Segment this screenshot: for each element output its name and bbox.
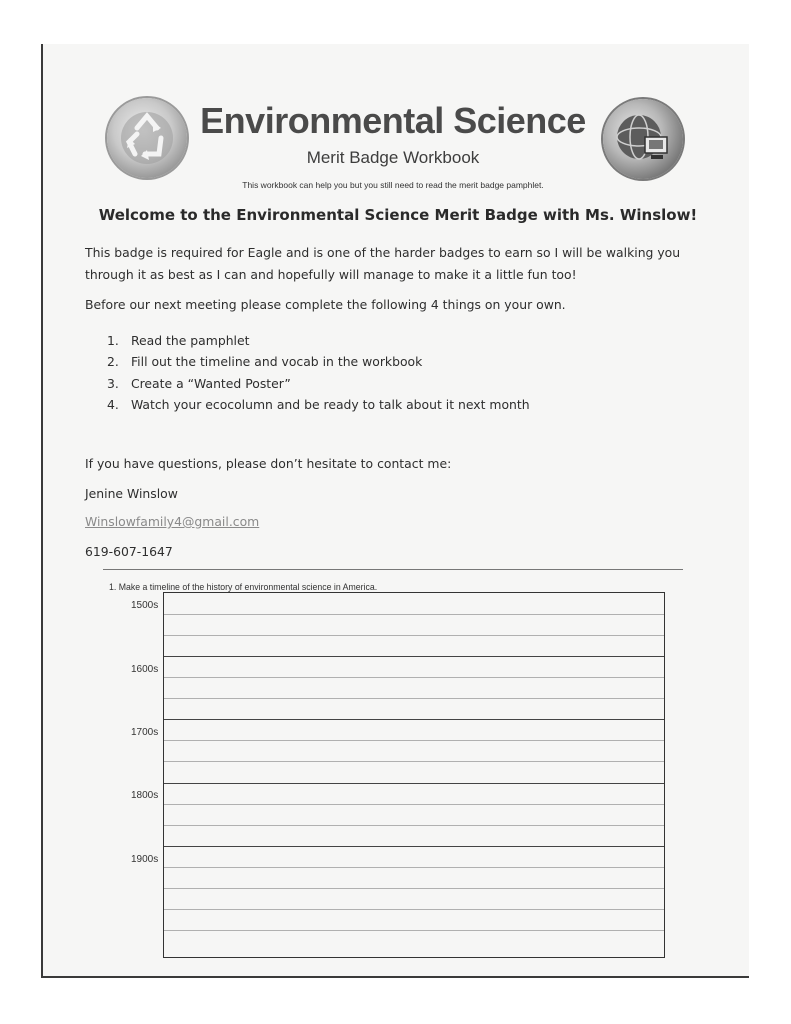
step-text: Watch your ecocolumn and be ready to talk about it next month <box>130 396 530 412</box>
contact-intro: If you have questions, please don’t hesitate to contact me: <box>85 456 452 471</box>
recycle-logo <box>107 98 187 178</box>
step-number: 4. <box>107 396 119 412</box>
globe-computer-logo <box>603 99 683 179</box>
timeline-section-line <box>164 719 664 720</box>
contact-email-link[interactable]: Winslowfamily4@gmail.com <box>85 514 260 529</box>
contact-phone: 619-607-1647 <box>85 544 173 559</box>
list-item <box>107 351 707 372</box>
step-text: Create a “Wanted Poster” <box>130 375 291 391</box>
century-label-1600s: 1600s <box>131 664 159 675</box>
workbook-page <box>41 44 749 978</box>
timeline-line <box>164 909 664 910</box>
timeline-line <box>164 930 664 931</box>
timeline-line <box>164 888 664 889</box>
welcome-heading: Welcome to the Environmental Science Merit Badge with Ms. Winslow! <box>98 206 698 224</box>
timeline-section-line <box>164 656 664 657</box>
section-divider <box>103 569 683 570</box>
timeline-table[interactable] <box>163 592 665 958</box>
page-subtitle: Merit Badge Workbook <box>306 148 480 167</box>
recycle-icon <box>107 98 187 178</box>
timeline-line <box>164 635 664 636</box>
step-number: 2. <box>107 354 119 370</box>
timeline-section-line <box>164 846 664 847</box>
step-number: 1. <box>107 333 119 348</box>
timeline-line <box>164 761 664 762</box>
pamphlet-note: This workbook can help you but you still need to read the merit badge pamphlet. <box>242 180 544 190</box>
page-title: Environmental Science <box>200 100 586 141</box>
timeline-line <box>164 740 664 741</box>
step-number: 3. <box>107 375 119 391</box>
step-text: Fill out the timeline and vocab in the workbook <box>130 354 423 370</box>
intro-paragraph: This badge is required for Eagle and is one of the harder badges to earn so I will be walking you through it as best as I can and hopefully will manage to make it a little fun too! <box>85 245 681 282</box>
timeline-line <box>164 698 664 699</box>
timeline-question: 1. Make a timeline of the history of environmental science in America. <box>109 582 378 593</box>
timeline-line <box>164 677 664 678</box>
list-item <box>107 394 707 415</box>
task-list <box>107 330 707 415</box>
contact-name: Jenine Winslow <box>85 486 178 501</box>
timeline-section-line <box>164 783 664 784</box>
list-item <box>107 330 707 351</box>
century-label-1900s: 1900s <box>131 854 159 865</box>
timeline-line <box>164 867 664 868</box>
step-text: Read the pamphlet <box>130 333 250 348</box>
timeline-line <box>164 614 664 615</box>
timeline-line <box>164 804 664 805</box>
century-label-1500s: 1500s <box>131 600 159 611</box>
list-item <box>107 373 707 394</box>
globe-computer-icon <box>603 99 683 179</box>
instructions-paragraph: Before our next meeting please complete the following 4 things on your own. <box>85 297 566 312</box>
timeline-line <box>164 825 664 826</box>
century-label-1700s: 1700s <box>131 727 159 738</box>
century-label-1800s: 1800s <box>131 790 159 801</box>
